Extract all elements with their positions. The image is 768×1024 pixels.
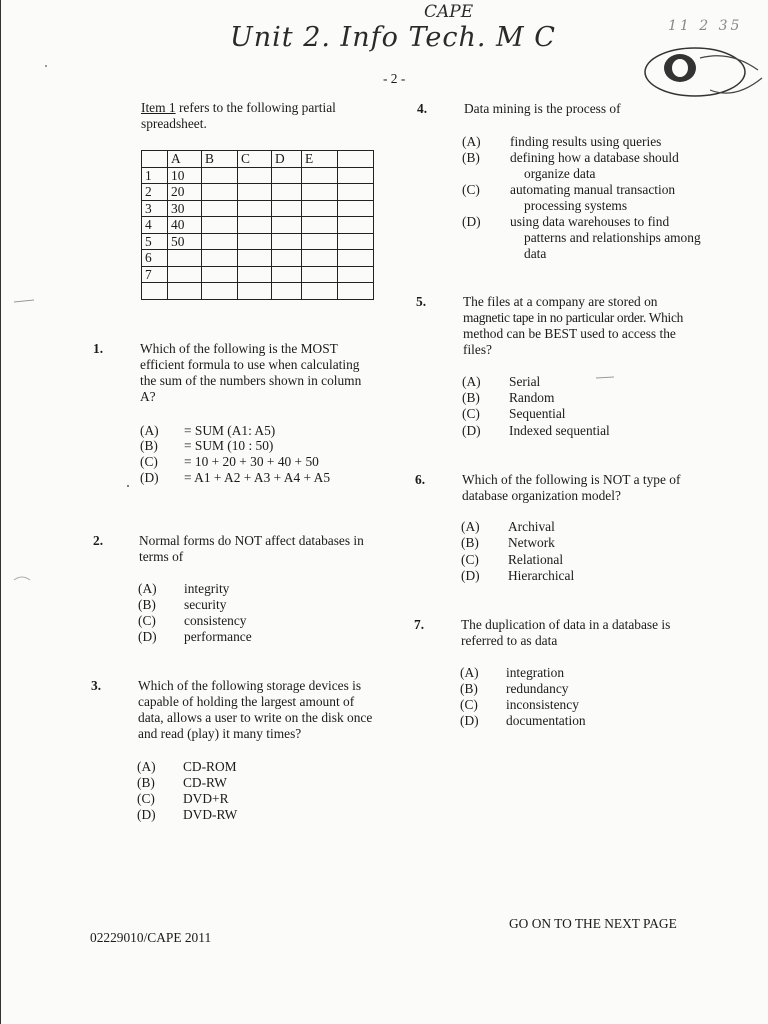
option-text: Archival — [508, 519, 555, 534]
data-cell: 40 — [168, 217, 202, 234]
option-text: CD-ROM — [183, 759, 237, 774]
option-letter: (C) — [138, 613, 156, 628]
question-1-number: 1. — [93, 341, 104, 356]
option-text: defining how a database should — [510, 150, 679, 165]
option-text: Relational — [508, 552, 564, 567]
option-letter: (C) — [462, 406, 480, 421]
option-letter: (D) — [460, 713, 479, 728]
option-text: using data warehouses to find — [510, 214, 670, 229]
row-number-cell: 7 — [142, 266, 168, 283]
option-text: Hierarchical — [508, 568, 575, 583]
option-letter: (B) — [140, 438, 158, 453]
option-text: = SUM (A1: A5) — [184, 423, 276, 438]
option-letter: (A) — [460, 665, 479, 680]
option-letter: (B) — [462, 150, 480, 165]
option-text: integrity — [184, 581, 230, 596]
option-text: consistency — [184, 613, 247, 628]
option-text: = 10 + 20 + 30 + 40 + 50 — [184, 454, 319, 469]
option-text: Serial — [509, 374, 541, 389]
option-text: = SUM (10 : 50) — [184, 438, 274, 453]
option-text: inconsistency — [506, 697, 579, 712]
option-text-continued: organize data — [524, 166, 596, 181]
option-text: Network — [508, 535, 555, 550]
option-text: Indexed sequential — [509, 423, 610, 438]
data-cell: 10 — [168, 167, 202, 184]
stem-line: files? — [463, 342, 492, 357]
row-number-cell: 3 — [142, 200, 168, 217]
option-letter: (B) — [461, 535, 479, 550]
stem-line: efficient formula to use when calculating — [140, 357, 360, 372]
option-letter: (A) — [462, 374, 481, 389]
row-number-cell: 4 — [142, 217, 168, 234]
option-letter: (B) — [462, 390, 480, 405]
row-number-cell: 1 — [142, 167, 168, 184]
option-letter: (D) — [462, 423, 481, 438]
stem-line: data, allows a user to write on the disk once — [138, 710, 373, 725]
option-letter: (B) — [137, 775, 155, 790]
option-letter: (C) — [461, 552, 479, 567]
option-letter: (C) — [462, 182, 480, 197]
option-letter: (B) — [460, 681, 478, 696]
question-5-number: 5. — [416, 294, 427, 309]
option-text: redundancy — [506, 681, 569, 696]
question-3-number: 3. — [91, 678, 102, 693]
option-letter: (A) — [462, 134, 481, 149]
option-text-continued: data — [524, 246, 547, 261]
row-number-cell: 2 — [142, 184, 168, 201]
handwritten-cape-note: CAPE — [424, 2, 474, 22]
header-cell: A — [168, 151, 202, 168]
data-cell: 30 — [168, 200, 202, 217]
handwritten-title: Unit 2. Info Tech. M C — [230, 22, 556, 53]
stem-line: Which of the following is the MOST — [140, 341, 338, 356]
stem-line: A? — [140, 389, 156, 404]
option-text: performance — [184, 629, 252, 644]
stem-line: the sum of the numbers shown in column — [140, 373, 362, 388]
stem-line: Which of the following storage devices is — [138, 678, 362, 693]
option-text: Sequential — [509, 406, 566, 421]
stem-line: Data mining is the process of — [464, 101, 621, 116]
stem-line: terms of — [139, 549, 184, 564]
stem-line: Normal forms do NOT affect databases in — [139, 533, 364, 548]
option-letter: (C) — [140, 454, 158, 469]
stem-line: referred to as data — [461, 633, 558, 648]
page-number: - 2 - — [383, 71, 406, 86]
option-letter: (B) — [138, 597, 156, 612]
option-letter: (A) — [138, 581, 157, 596]
stem-line: capable of holding the largest amount of — [138, 694, 355, 709]
option-text: automating manual transaction — [510, 182, 676, 197]
option-letter: (C) — [460, 697, 478, 712]
stem-line: The duplication of data in a database is — [461, 617, 671, 632]
item-intro-line2: spreadsheet. — [141, 116, 207, 131]
option-text: security — [184, 597, 227, 612]
option-text: finding results using queries — [510, 134, 662, 149]
handwritten-corner-note: 11 2 35 — [668, 18, 743, 34]
option-letter: (D) — [462, 214, 481, 229]
option-text: = A1 + A2 + A3 + A4 + A5 — [184, 470, 331, 485]
header-cell: D — [272, 151, 302, 168]
data-cell: 50 — [168, 233, 202, 250]
option-text: integration — [506, 665, 565, 680]
stem-line: database organization model? — [462, 488, 621, 503]
stem-line: and read (play) it many times? — [138, 726, 302, 741]
go-on-next-page: GO ON TO THE NEXT PAGE — [509, 916, 677, 931]
option-letter: (D) — [137, 807, 156, 822]
question-2-number: 2. — [93, 533, 104, 548]
question-6-number: 6. — [415, 472, 426, 487]
stem-line: method can be BEST used to access the — [463, 326, 676, 341]
option-letter: (D) — [461, 568, 480, 583]
option-letter: (D) — [140, 470, 159, 485]
question-4-number: 4. — [417, 101, 428, 116]
question-7-number: 7. — [414, 617, 425, 632]
item-label: Item 1 — [141, 100, 176, 115]
stem-line: Which of the following is NOT a type of — [462, 472, 681, 487]
row-number-cell: 6 — [142, 250, 168, 267]
option-letter: (A) — [137, 759, 156, 774]
option-text-continued: processing systems — [524, 198, 628, 213]
option-text: documentation — [506, 713, 586, 728]
option-text: Random — [509, 390, 555, 405]
option-letter: (A) — [140, 423, 159, 438]
paper-code: 02229010/CAPE 2011 — [90, 930, 212, 945]
row-number-cell: 5 — [142, 233, 168, 250]
data-cell: 20 — [168, 184, 202, 201]
option-text: DVD-RW — [183, 807, 238, 822]
option-letter: (A) — [461, 519, 480, 534]
header-cell: C — [238, 151, 272, 168]
stem-line: magnetic tape in no particular order. Which — [463, 310, 683, 325]
option-text: CD-RW — [183, 775, 227, 790]
option-text: DVD+R — [183, 791, 229, 806]
header-cell: B — [202, 151, 238, 168]
option-letter: (D) — [138, 629, 157, 644]
stem-line: The files at a company are stored on — [463, 294, 658, 309]
item-intro-line1: refers to the following partial — [178, 100, 336, 115]
option-text-continued: patterns and relationships among — [524, 230, 701, 245]
option-letter: (C) — [137, 791, 155, 806]
header-cell: E — [302, 151, 338, 168]
